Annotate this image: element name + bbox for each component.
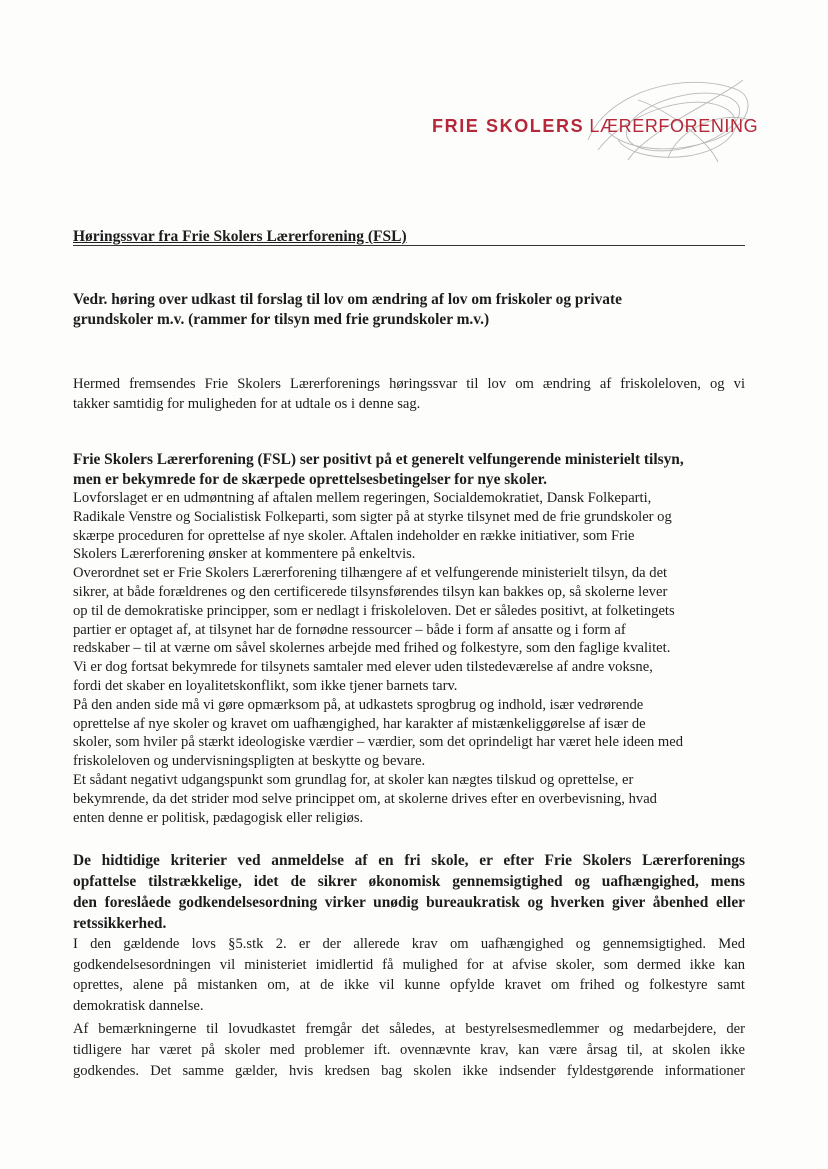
section1-heading-line: Frie Skolers Lærerforening (FSL) ser positivt på et generelt velfungerende ministerielt tilsyn, [73,451,684,468]
body-line: I den gældende lovs §5.stk 2. er der allerede krav om uafhængighed og gennemsigtighed. Med [73,936,745,952]
body-line: fordi det skaber en loyalitetskonflikt, som ikke tjener barnets tarv. [73,677,458,694]
body-line: godkendelsesordningen vil ministeriet imidlertid få mulighed for at afvise skoler, som dermed ikke kan [73,956,745,973]
section2-heading-line: De hidtidige kriterier ved anmeldelse af en fri skole, er efter Frie Skolers Lærerforenings [73,852,745,869]
title-divider [73,245,745,246]
logo-brand-light: LÆRERFORENING [589,116,759,136]
body-line: Radikale Venstre og Socialistisk Folkeparti, som sigter på at styrke tilsynet med de frie grundskoler og [73,508,672,525]
body-line: sikrer, at både forældrenes og den certificerede tilsynsførendes tilsyn kan bakkes op, så skolerne lever [73,583,668,600]
body-line: op til de demokratiske principper, som er nedlagt i friskoleloven. Det er således positivt, at folketingets [73,602,675,619]
body-line: tidligere har været på skoler med problemer ift. ovennævnte krav, kan være årsag til, at skolen ikke [73,1041,745,1058]
body-line: partier er optaget af, at tilsynet har de fornødne ressourcer – både i form af ansatte og i form af [73,621,626,638]
intro-line: Hermed fremsendes Frie Skolers Lærerforenings høringssvar til lov om ændring af friskoleloven, og vi [73,376,745,392]
subject-heading [73,290,745,330]
subject-line: Vedr. høring over udkast til forslag til lov om ændring af lov om friskoler og private [73,291,622,308]
body-line: oprettes, alene på mistanken om, at de ikke vil kunne opfylde kravet om frihed og folkestyre samt [73,977,745,994]
section1-heading [73,450,745,490]
organization-logo [432,116,758,137]
body-line: friskoleloven og undervisningspligten at beskytte og bevare. [73,753,426,770]
body-line: godkendes. Det samme gælder, hvis kredsen bag skolen ikke indsender fyldestgørende informationer [73,1062,745,1079]
body-line: Et sådant negativt udgangspunkt som grundlag for, at skoler kan nægtes tilskud og oprettelse, er [73,771,634,788]
subject-line: grundskoler m.v. (rammer for tilsyn med frie grundskoler m.v.) [73,311,490,328]
document-title: Høringssvar fra Frie Skolers Lærerforening (FSL) [73,228,407,245]
section2-heading [73,850,745,934]
body-line: Skolers Lærerforening ønsker at kommentere på enkeltvis. [73,546,416,563]
section2-heading-line: retssikkerhed. [73,915,167,932]
body-line: Overordnet set er Frie Skolers Lærerforening tilhængere af et velfungerende ministerielt tilsyn, da det [73,565,668,582]
body-line: bekymrende, da det strider mod selve princippet om, at skolerne drives efter en overbevisning, hvad [73,790,657,807]
body-line: enten denne er politisk, pædagogisk eller religiøs. [73,809,364,826]
body-line: skoler, som hviler på stærkt ideologiske værdier – værdier, som det oprindeligt har været hele ideen med [73,734,684,751]
intro-line: takker samtidig for muligheden for at udtale os i denne sag. [73,395,421,412]
section2-heading-line: den foreslåede godkendelsesordning virker unødig bureaukratisk og hverken giver åbenhed eller [73,894,745,911]
section2-body [73,934,745,1081]
body-line: Vi er dog fortsat bekymrede for tilsynets samtaler med elever uden tilstedeværelse af andre voksne, [73,659,653,676]
body-line: redskaber – til at værne om såvel skolernes arbejde med frihed og folkestyre, som den faglige kvalitet. [73,640,671,657]
section2-heading-line: opfattelse tilstrækkelige, idet de sikrer økonomisk gennemsigtighed og uafhængighed, mens [73,873,745,890]
body-line: skærpe proceduren for oprettelse af nye skoler. Aftalen indeholder en række initiativer, som Frie [73,527,635,544]
body-line: Lovforslaget er en udmøntning af aftalen mellem regeringen, Socialdemokratiet, Dansk Folkeparti, [73,490,652,506]
body-line: På den anden side må vi gøre opmærksom på, at udkastets sprogbrug og indhold, især vedrørende [73,696,644,713]
logo-brand-bold: FRIE SKOLERS [432,116,585,136]
body-line: demokratisk dannelse. [73,997,204,1014]
body-line: oprettelse af nye skoler og kravet om uafhængighed, har karakter af mistænkeliggørelse af især de [73,715,646,732]
section1-heading-line: men er bekymrede for de skærpede oprettelsesbetingelser for nye skoler. [73,471,547,488]
body-line: Af bemærkningerne til lovudkastet fremgår det således, at bestyrelsesmedlemmer og medarbejdere, der [73,1021,745,1038]
section1-body [73,489,745,827]
intro-paragraph [73,375,745,414]
